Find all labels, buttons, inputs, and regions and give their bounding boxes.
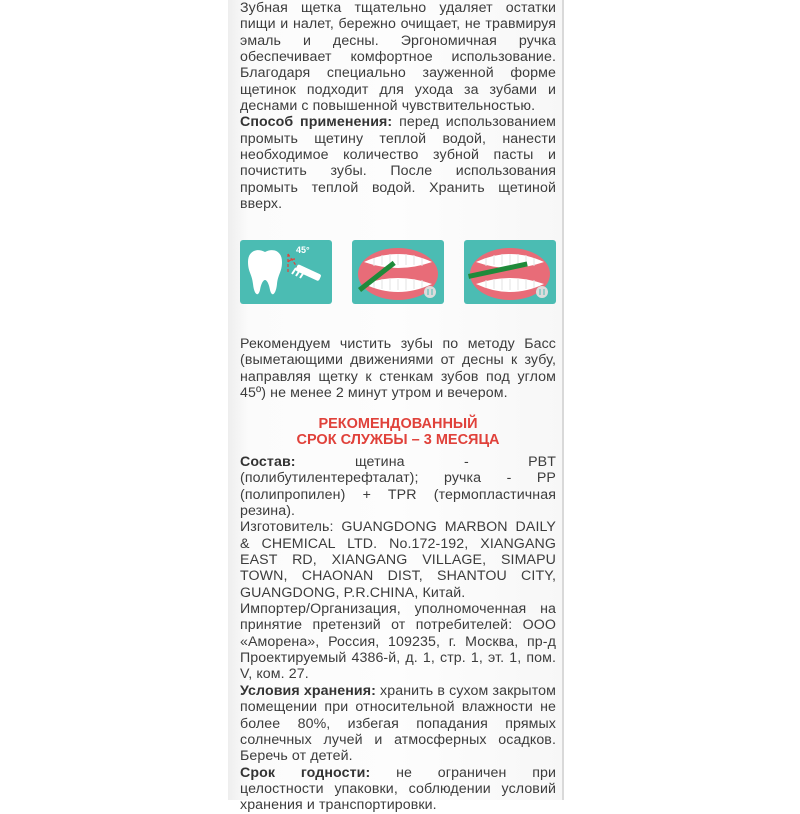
composition-paragraph (240, 454, 556, 519)
shelf-life-label: Срок годности: (240, 764, 371, 781)
recommend-block (240, 336, 556, 401)
usage-label: Способ применения: (240, 114, 393, 131)
service-life-heading (240, 416, 556, 448)
product-description: Зубная щетка тщательно удаляет остатки пищи и налет, бережно очищает, не травмируя эмаль и десны. Эргономичная ручка обеспечивает комфортное использование. Благодаря специально зауженной форме щетинок подходит для ухода за зубами и деснами с повышенной чувствительностью. (240, 0, 556, 115)
brushing-instructions-icons (240, 240, 556, 304)
composition-text: щетина - PBT (полибутилентерефталат); ручка - PP (полипропилен) + TPR (термопластичная резина). (240, 454, 556, 520)
shelf-life-text: не ограничен при целостности упаковки, соблюдении условий хранения и транспортировки. (240, 764, 556, 814)
brush-lower-teeth-icon (352, 240, 444, 304)
service-life-line2: СРОК СЛУЖБЫ – 3 МЕСЯЦА (296, 432, 500, 448)
recommend-text: Рекомендуем чистить зубы по методу Басс (выметающими движениями от десны к зубу, направляя щетку к стенкам зубов под углом 45º) не менее 2 минут утром и вечером. (240, 336, 556, 402)
composition-label: Состав: (240, 454, 296, 470)
importer-paragraph: Импортер/Организация, уполномоченная на принятие претензий от потребителей: ООО «Аморена», Россия, 109235, г. Москва, пр-д Проектируемый 4386-й, д. 1, стр. 1, эт. 1, пом. V, ком. 27. (240, 601, 556, 683)
description-block (240, 0, 556, 212)
service-life-line1: РЕКОМЕНДОВАННЫЙ (318, 416, 478, 432)
storage-text: хранить в сухом закрытом помещении при относительной влажности не более 80%, избегая попадания прямых солнечных лучей и атмосферных осадков. Беречь от детей. (240, 682, 556, 765)
brush-upper-teeth-icon (464, 240, 556, 304)
angle-label: 45° (296, 245, 310, 255)
storage-label: Условия хранения: (240, 682, 376, 699)
details-block (240, 454, 556, 814)
usage-paragraph (240, 114, 556, 212)
package-edge (562, 0, 564, 800)
usage-text: перед использованием промыть щетину теплой водой, нанести необходимое количество зубной пасты и почистить зубы. После использования промыть теплой водой. Хранить щетиной вверх. (240, 114, 556, 213)
shelf-life-paragraph (240, 765, 556, 814)
tooth-brush-angle-icon (240, 240, 332, 304)
storage-paragraph (240, 683, 556, 765)
manufacturer-paragraph: Изготовитель: GUANGDONG MARBON DAILY & CHEMICAL LTD. No.172-192, XIANGANG EAST RD, XIANGANG VILLAGE, SIMAPU TOWN, CHAONAN DIST, SHANTOU CITY, GUANGDONG, P.R.CHINA, Китай. (240, 519, 556, 601)
